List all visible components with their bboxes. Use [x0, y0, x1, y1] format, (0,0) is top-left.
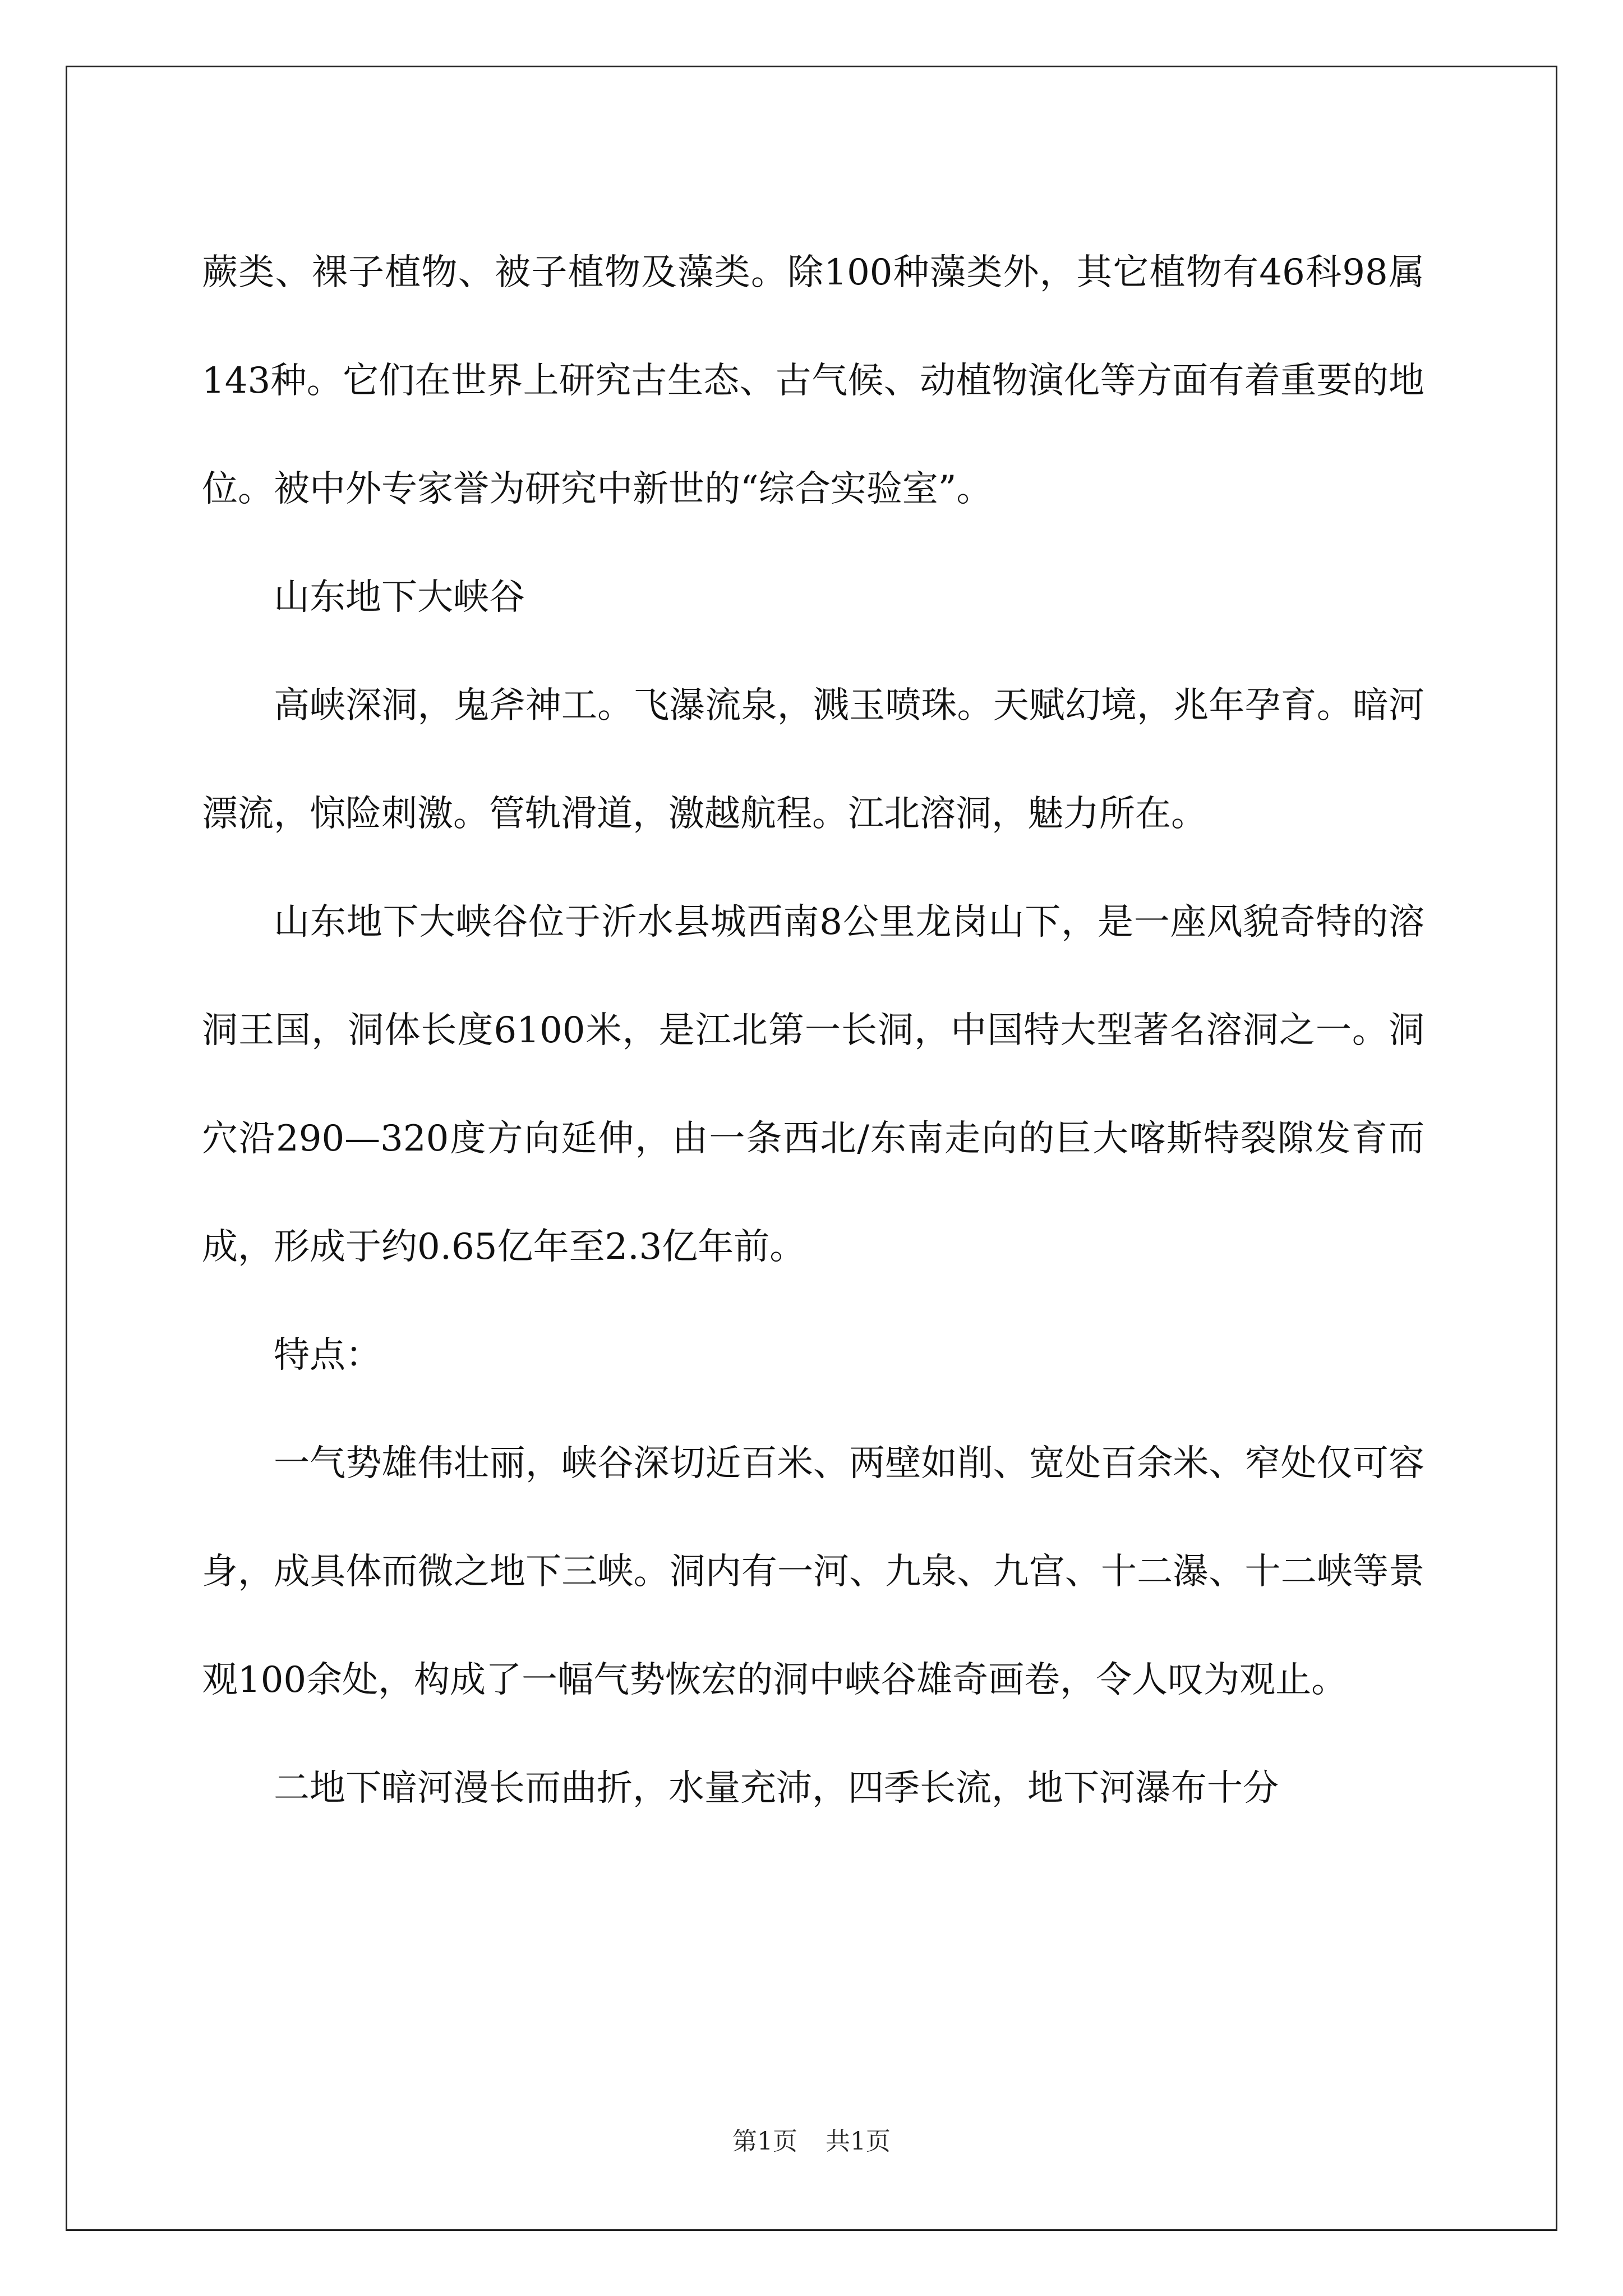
paragraph-7: 二地下暗河漫长而曲折，水量充沛，四季长流，地下河瀑布十分	[274, 1768, 1279, 1809]
paragraph-1: 蕨类、裸子植物、被子植物及藻类。除100种藻类外，其它植物有46科98属143种。它们在世界上研究古生态、古气候、动植物演化等方面有着重要的地位。被中外专家誉为研究中新世的“综合实验室”。	[202, 252, 1424, 510]
section-heading: 山东地下大峡谷	[274, 577, 525, 618]
page-total: 共1页	[826, 2127, 891, 2156]
paragraph-4: 山东地下大峡谷位于沂水县城西南8公里龙岗山下，是一座风貌奇特的溶洞王国，洞体长度6100米，是江北第一长洞，中国特大型著名溶洞之一。洞穴沿290—320度方向延伸，由一条西北/东南走向的巨大喀斯特裂隙发育而成，形成于约0.65亿年至2.3亿年前。	[202, 901, 1424, 1268]
paragraph-6: 一气势雄伟壮丽，峡谷深切近百米、两壁如削、宽处百余米、窄处仅可容身，成具体而微之地下三峡。洞内有一河、九泉、九宫、十二瀑、十二峡等景观100余处，构成了一幅气势恢宏的洞中峡谷雄奇画卷，令人叹为观止。	[202, 1443, 1424, 1701]
page-number: 第1页	[732, 2127, 797, 2156]
document-body	[202, 219, 1424, 1843]
paragraph-3: 高峡深洞，鬼斧神工。飞瀑流泉，溅玉喷珠。天赋幻境，兆年孕育。暗河漂流，惊险刺激。管轨滑道，激越航程。江北溶洞，魅力所在。	[202, 685, 1424, 835]
features-heading: 特点：	[274, 1335, 381, 1376]
page-footer	[0, 2125, 1623, 2159]
